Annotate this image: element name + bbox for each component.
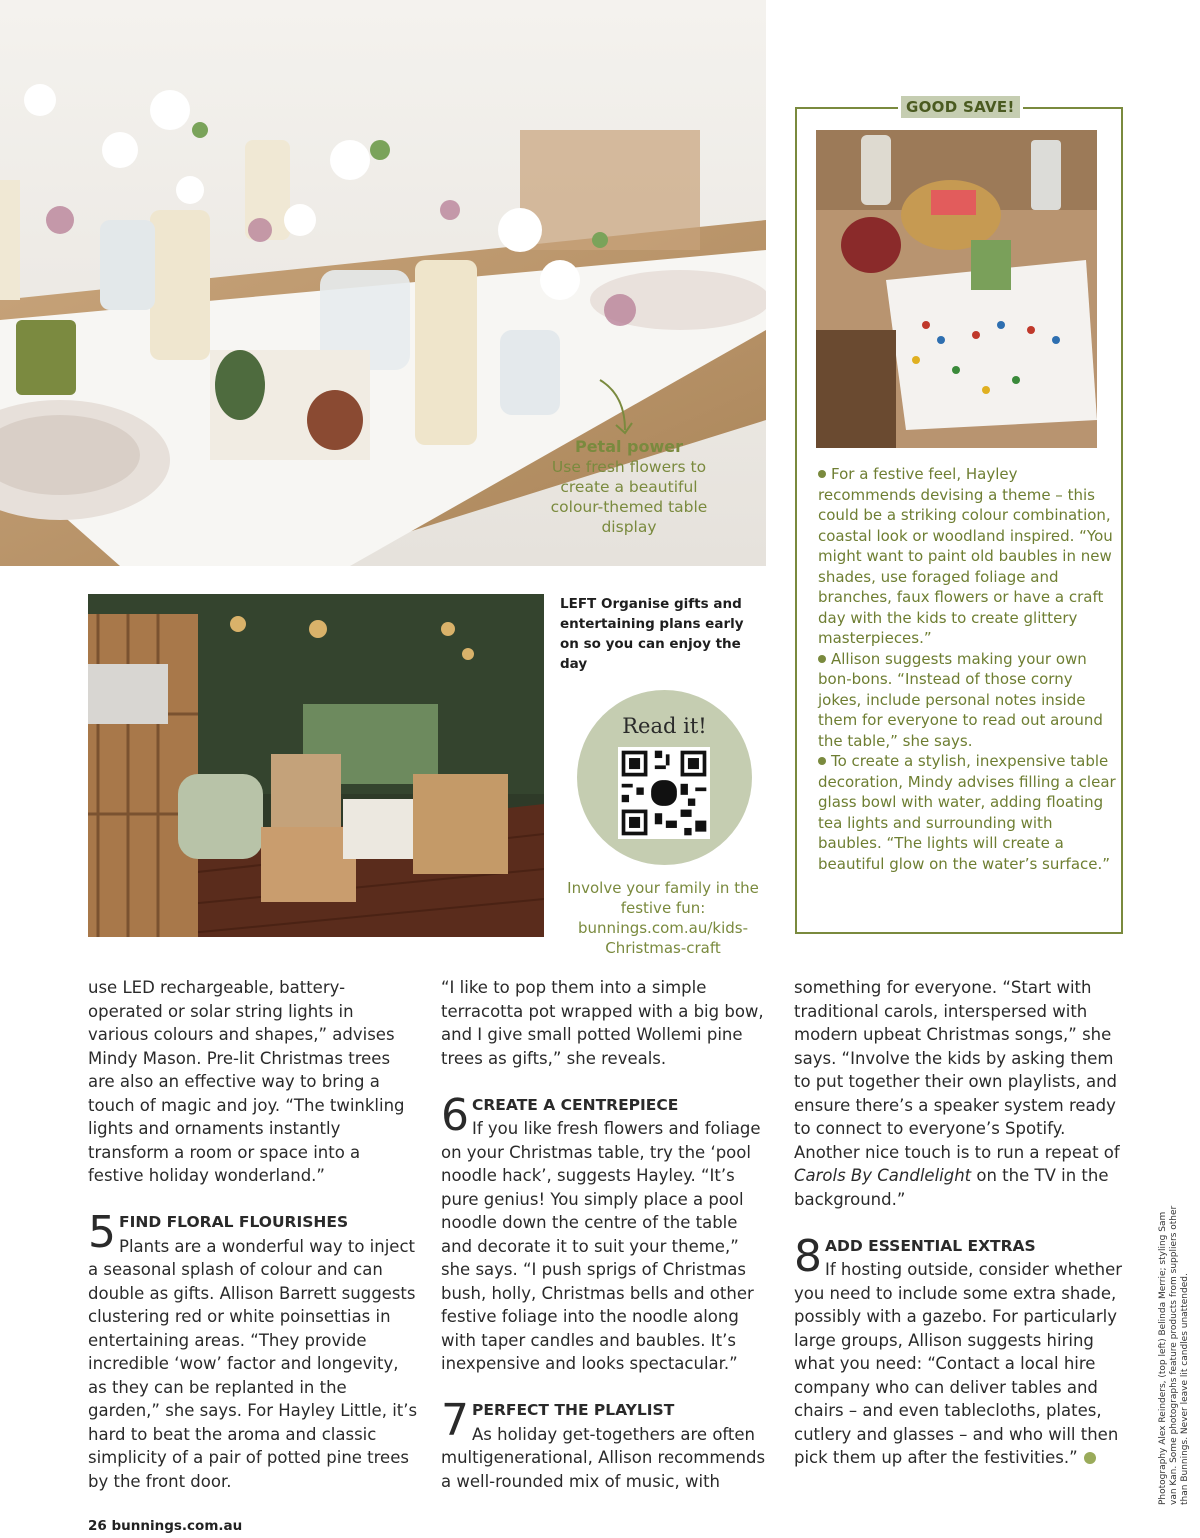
section-text: Plants are a wonderful way to inject a seasonal splash of colour and can double as gifts. Allison Barrett suggests clustering red or white poinsettias in entertaining areas. “They provide incredible ‘wow’ factor and longevity, as they can be replanted in the garden,” she says. For Hayley Little, it’s hard to beat the aroma and classic simplicity of a pair of potted pine trees by the front door. — [88, 1236, 418, 1491]
good-save-item — [818, 649, 1116, 752]
good-save-label — [898, 96, 1023, 118]
hero-caption — [540, 437, 718, 537]
section-heading: CREATE A CENTREPIECE — [472, 1095, 679, 1114]
section-text: If hosting outside, consider whether you need to include some extra shade, possibly with a gazebo. For particularly large groups, Allison suggests hiring what you need: “Contact a local hire company who can deliver tables and chairs – and even tablecloths, plates, cutlery and glasses – and who will then pick them up after the festivities.” — [794, 1260, 1123, 1467]
col3-intro-text: something for everyone. “Start with traditional carols, interspersed with modern upbeat Christmas songs,” she says. “Involve the kids by asking them to put together their own playlists, and ensure there’s a speaker system ready to connect to everyone’s Spotify. Another nice touch is to run a repeat of — [794, 978, 1120, 1162]
bullet-dot-icon — [818, 470, 826, 478]
craft-photo — [816, 130, 1097, 448]
hero-caption-text: Use fresh flowers to create a beautiful colour-themed table display — [550, 458, 708, 536]
section-heading: ADD ESSENTIAL EXTRAS — [825, 1236, 1036, 1255]
read-it-text: Involve your family in the festive fun: bunnings.com.au/kids-Christmas-craft — [567, 879, 759, 957]
column-2 — [441, 976, 771, 1493]
section-text: If you like fresh flowers and foliage on your Christmas table, try the ‘pool noodle hack’, suggests Hayley. “It’s pure genius! You simply place a pool noodle down the centre of the table and decorate it to suit your theme,” she says. “I push sprigs of Christmas bush, holly, Christmas bells and other festive foliage into the noodle along with taper candles and baubles. It’s inexpensive and looks spectacular.” — [441, 1119, 761, 1373]
good-save-text — [818, 464, 1116, 874]
good-save-item-text: To create a stylish, inexpensive table decoration, Mindy advises filling a clear glass bowl with water, adding floating tea lights and surrounding with baubles. “The lights will create a beautiful glow on the water’s surface.” — [818, 752, 1116, 873]
column-3 — [794, 976, 1124, 1470]
page-folio: 26 bunnings.com.au — [88, 1518, 243, 1534]
end-dot-icon — [1084, 1452, 1096, 1464]
section-5 — [88, 1207, 418, 1493]
bullet-dot-icon — [818, 655, 826, 663]
section-heading: PERFECT THE PLAYLIST — [472, 1401, 675, 1419]
read-it-title: Read it! — [622, 714, 707, 738]
good-save-item — [818, 751, 1116, 874]
col3-intro-title: Carols By Candlelight — [794, 1166, 972, 1185]
section-6 — [441, 1089, 771, 1376]
section-heading: FIND FLORAL FLOURISHES — [119, 1213, 349, 1231]
gifts-caption — [560, 594, 760, 674]
bullet-dot-icon — [818, 757, 826, 765]
gifts-caption-label: LEFT — [560, 596, 597, 612]
good-save-label-text: GOOD SAVE! — [901, 96, 1020, 118]
good-save-item — [818, 464, 1116, 649]
hero-caption-title: Petal power — [574, 437, 684, 456]
col1-intro: use LED rechargeable, battery-operated or solar string lights in various colours and shapes,” advises Mindy Mason. Pre-lit Christmas trees are also an effective way to bring a touch of magic and joy. “The twinkling lights and ornaments instantly transform a room or space into a festive holiday wonderland.” — [88, 978, 405, 1185]
qr-code-icon[interactable] — [618, 747, 710, 839]
section-7 — [441, 1395, 771, 1493]
gifts-photo — [88, 594, 544, 937]
col3-intro — [794, 976, 1124, 1211]
gifts-caption-text: Organise gifts and entertaining plans early on so you can enjoy the day — [560, 596, 744, 672]
section-number: 6 — [441, 1089, 469, 1141]
section-number: 8 — [794, 1230, 822, 1282]
section-number: 7 — [441, 1395, 469, 1446]
col3-intro-text-end: on the TV in the background.” — [794, 1166, 1109, 1209]
section-text: As holiday get-togethers are often multigenerational, Allison recommends a well-rounded mix of music, with — [441, 1424, 766, 1491]
section-8 — [794, 1230, 1124, 1470]
section-number: 5 — [88, 1207, 116, 1258]
column-1 — [88, 976, 418, 1493]
good-save-item-text: For a festive feel, Hayley recommends devising a theme – this could be a striking colour combination, coastal look or woodland inspired. “You might want to paint old baubles in new shades, use foraged foliage and branches, faux flowers or have a craft day with the kids to create glittery masterpieces.” — [818, 465, 1113, 647]
read-it-badge — [577, 690, 752, 865]
photo-credit: Photography Alex Reinders, (top left) Belinda Merrie; styling Sam van Kan. Some photographs feature products from suppliers other than Bunnings. Never leave lit candles unattended. — [1158, 1205, 1190, 1505]
good-save-item-text: Allison suggests making your own bon-bons. “Instead of those corny jokes, include personal notes inside them for everyone to read out around the table,” she says. — [818, 649, 1103, 750]
col2-intro: “I like to pop them into a simple terracotta pot wrapped with a big bow, and I give small potted Wollemi pine trees as gifts,” she reveals. — [441, 978, 764, 1068]
